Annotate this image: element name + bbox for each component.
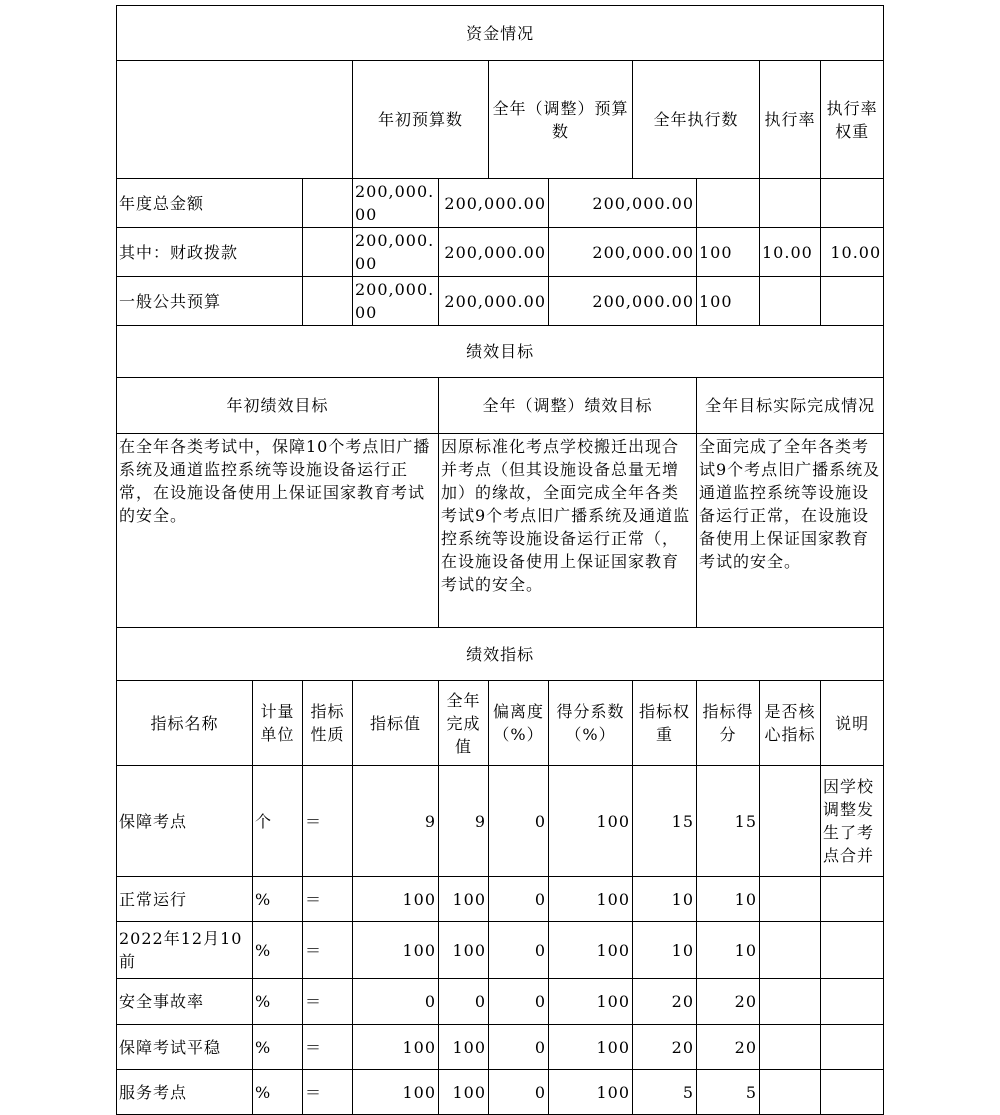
indicator-nature: ＝ bbox=[303, 979, 353, 1025]
funds-row-label: 年度总金额 bbox=[117, 179, 303, 228]
indicators-section-title: 绩效指标 bbox=[117, 628, 884, 681]
adjusted-budget-header: 全年（调整）预算数 bbox=[489, 61, 633, 179]
indicator-unit: 个 bbox=[253, 766, 303, 877]
indicator-row bbox=[117, 922, 884, 979]
indicator-unit: % bbox=[253, 979, 303, 1025]
indicator-score: 10 bbox=[697, 877, 760, 922]
unit-header: 计量单位 bbox=[253, 681, 303, 766]
indicator-name: 安全事故率 bbox=[117, 979, 253, 1025]
initial-goal-text: 在全年各类考试中，保障10个考点旧广播系统及通道监控系统等设施设备运行正常，在设施设备使用上保证国家教育考试的安全。 bbox=[117, 434, 439, 628]
indicator-score: 15 bbox=[697, 766, 760, 877]
funds-initial-value: 200,000.00 bbox=[353, 277, 439, 326]
indicator-target: 100 bbox=[353, 922, 439, 979]
funds-weight-value bbox=[760, 277, 821, 326]
indicator-name: 正常运行 bbox=[117, 877, 253, 922]
indicator-name: 保障考试平稳 bbox=[117, 1025, 253, 1070]
indicator-score-header: 指标得分 bbox=[697, 681, 760, 766]
indicator-nature: ＝ bbox=[303, 922, 353, 979]
goals-text-row bbox=[117, 434, 884, 628]
indicator-deviation: 0 bbox=[489, 922, 549, 979]
indicator-unit: % bbox=[253, 1025, 303, 1070]
indicator-note bbox=[821, 979, 884, 1025]
rate-weight-header: 执行率权重 bbox=[821, 61, 884, 179]
indicator-weight: 15 bbox=[633, 766, 697, 877]
indicator-unit: % bbox=[253, 922, 303, 979]
actual-completion-text: 全面完成了全年各类考试9个考点旧广播系统及通道监控系统等设施设备运行正常，在设施设备使用上保证国家教育考试的安全。 bbox=[697, 434, 884, 628]
execution-rate-header: 执行率 bbox=[760, 61, 821, 179]
funds-adjusted-value: 200,000.00 bbox=[439, 179, 549, 228]
indicator-row bbox=[117, 766, 884, 877]
annual-execution-header: 全年执行数 bbox=[633, 61, 760, 179]
actual-completion-header: 全年目标实际完成情况 bbox=[697, 378, 884, 434]
indicator-coef: 100 bbox=[549, 1070, 633, 1115]
indicator-actual: 100 bbox=[439, 1025, 489, 1070]
indicator-score: 5 bbox=[697, 1070, 760, 1115]
nature-header: 指标性质 bbox=[303, 681, 353, 766]
initial-budget-header: 年初预算数 bbox=[353, 61, 489, 179]
indicator-target: 100 bbox=[353, 877, 439, 922]
funds-executed-value: 200,000.00 bbox=[549, 277, 697, 326]
note-header: 说明 bbox=[821, 681, 884, 766]
indicator-weight: 10 bbox=[633, 877, 697, 922]
target-value-header: 指标值 bbox=[353, 681, 439, 766]
indicator-unit: % bbox=[253, 877, 303, 922]
core-indicator-header: 是否核心指标 bbox=[760, 681, 821, 766]
indicator-note bbox=[821, 877, 884, 922]
funds-executed-value: 200,000.00 bbox=[549, 179, 697, 228]
indicator-weight: 5 bbox=[633, 1070, 697, 1115]
indicator-coef: 100 bbox=[549, 877, 633, 922]
indicator-row bbox=[117, 1025, 884, 1070]
indicator-actual: 0 bbox=[439, 979, 489, 1025]
deviation-header: 偏离度（%） bbox=[489, 681, 549, 766]
indicator-target: 100 bbox=[353, 1025, 439, 1070]
funds-weight-value bbox=[760, 179, 821, 228]
funds-row bbox=[117, 277, 884, 326]
performance-table bbox=[116, 5, 884, 1115]
indicator-actual: 100 bbox=[439, 922, 489, 979]
indicator-note bbox=[821, 1025, 884, 1070]
indicator-nature: ＝ bbox=[303, 877, 353, 922]
indicator-actual: 100 bbox=[439, 1070, 489, 1115]
indicator-deviation: 0 bbox=[489, 1070, 549, 1115]
indicator-weight: 10 bbox=[633, 922, 697, 979]
indicator-name: 服务考点 bbox=[117, 1070, 253, 1115]
funds-rate-value: 100 bbox=[697, 228, 760, 277]
indicator-coef: 100 bbox=[549, 766, 633, 877]
indicator-deviation: 0 bbox=[489, 979, 549, 1025]
indicator-row bbox=[117, 979, 884, 1025]
funds-rate-value: 100 bbox=[697, 277, 760, 326]
indicator-coef: 100 bbox=[549, 922, 633, 979]
indicator-note bbox=[821, 1070, 884, 1115]
indicator-core bbox=[760, 1070, 821, 1115]
indicator-core bbox=[760, 877, 821, 922]
indicator-score: 10 bbox=[697, 922, 760, 979]
funds-row-label: 一般公共预算 bbox=[117, 277, 303, 326]
funds-executed-value: 200,000.00 bbox=[549, 228, 697, 277]
indicator-unit: % bbox=[253, 1070, 303, 1115]
indicator-deviation: 0 bbox=[489, 877, 549, 922]
funds-header-row bbox=[117, 61, 884, 179]
funds-section-title: 资金情况 bbox=[117, 6, 884, 61]
indicator-target: 9 bbox=[353, 766, 439, 877]
indicator-name: 2022年12月10前 bbox=[117, 922, 253, 979]
indicator-note: 因学校调整发生了考点合并 bbox=[821, 766, 884, 877]
funds-score-value bbox=[821, 179, 884, 228]
funds-score-value: 10.00 bbox=[821, 228, 884, 277]
indicator-score: 20 bbox=[697, 1025, 760, 1070]
indicator-core bbox=[760, 1025, 821, 1070]
funds-initial-value: 200,000.00 bbox=[353, 228, 439, 277]
indicator-weight-header: 指标权重 bbox=[633, 681, 697, 766]
funds-adjusted-value: 200,000.00 bbox=[439, 228, 549, 277]
funds-row bbox=[117, 179, 884, 228]
indicator-name: 保障考点 bbox=[117, 766, 253, 877]
indicator-core bbox=[760, 979, 821, 1025]
indicator-actual: 9 bbox=[439, 766, 489, 877]
indicator-note bbox=[821, 922, 884, 979]
adjusted-goal-text: 因原标准化考点学校搬迁出现合并考点（但其设施设备总量无增加）的缘故，全面完成全年各类考试9个考点旧广播系统及通道监控系统等设施设备运行正常（，在设施设备使用上保证国家教育考试的安全。 bbox=[439, 434, 697, 628]
indicator-weight: 20 bbox=[633, 1025, 697, 1070]
indicator-target: 100 bbox=[353, 1070, 439, 1115]
indicator-coef: 100 bbox=[549, 979, 633, 1025]
indicator-name-header: 指标名称 bbox=[117, 681, 253, 766]
indicator-core bbox=[760, 922, 821, 979]
indicator-nature: ＝ bbox=[303, 1070, 353, 1115]
funds-rate-value bbox=[697, 179, 760, 228]
indicator-target: 0 bbox=[353, 979, 439, 1025]
adjusted-goal-header: 全年（调整）绩效目标 bbox=[439, 378, 697, 434]
score-coef-header: 得分系数（%） bbox=[549, 681, 633, 766]
indicator-actual: 100 bbox=[439, 877, 489, 922]
goals-header-row bbox=[117, 378, 884, 434]
funds-adjusted-value: 200,000.00 bbox=[439, 277, 549, 326]
indicator-nature: ＝ bbox=[303, 766, 353, 877]
indicator-coef: 100 bbox=[549, 1025, 633, 1070]
funds-score-value bbox=[821, 277, 884, 326]
funds-row-label: 其中：财政拨款 bbox=[117, 228, 303, 277]
indicator-deviation: 0 bbox=[489, 766, 549, 877]
indicators-header-row bbox=[117, 681, 884, 766]
indicator-nature: ＝ bbox=[303, 1025, 353, 1070]
indicator-row bbox=[117, 877, 884, 922]
funds-weight-value: 10.00 bbox=[760, 228, 821, 277]
indicator-row bbox=[117, 1070, 884, 1115]
funds-row bbox=[117, 228, 884, 277]
funds-initial-value: 200,000.00 bbox=[353, 179, 439, 228]
indicator-deviation: 0 bbox=[489, 1025, 549, 1070]
indicator-core bbox=[760, 766, 821, 877]
initial-goal-header: 年初绩效目标 bbox=[117, 378, 439, 434]
indicator-weight: 20 bbox=[633, 979, 697, 1025]
indicator-score: 20 bbox=[697, 979, 760, 1025]
goals-section-title: 绩效目标 bbox=[117, 326, 884, 378]
actual-value-header: 全年完成值 bbox=[439, 681, 489, 766]
